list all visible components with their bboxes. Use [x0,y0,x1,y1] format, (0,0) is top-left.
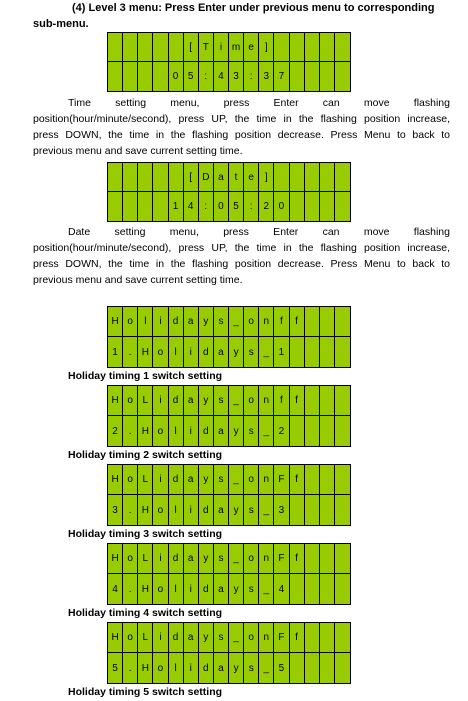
lcd-cell: H [108,307,123,337]
lcd-cell: a [214,163,229,192]
lcd-cell: 1 [274,337,289,367]
lcd-cell: s [244,574,259,604]
lcd-cell: 4 [184,192,199,221]
lcd-cell: o [153,495,168,525]
lcd-cell [290,192,305,221]
lcd-cell [169,33,184,62]
lcd-cell: i [153,465,168,495]
lcd-cell [320,574,335,604]
lcd-cell: m [229,33,244,62]
lcd-cell: . [123,495,138,525]
holiday-3-caption: Holiday timing 3 switch setting [68,528,223,540]
lcd-cell [153,62,168,91]
lcd-cell [320,192,335,221]
lcd-cell: 2 [108,416,123,446]
lcd-cell: e [244,33,259,62]
lcd-cell: _ [259,337,274,367]
lcd-cell: : [199,62,214,91]
lcd-cell: a [184,307,199,337]
lcd-cell: y [199,544,214,574]
lcd-cell: . [123,653,138,683]
lcd-cell [305,574,320,604]
lcd-cell [305,495,320,525]
lcd-cell: 3 [229,62,244,91]
lcd-cell: s [214,307,229,337]
lcd-cell: L [138,623,153,653]
lcd-cell [290,33,305,62]
lcd-cell [320,386,335,416]
lcd-cell: H [138,337,153,367]
lcd-cell: 4 [274,574,289,604]
holiday-4-caption: Holiday timing 4 switch setting [68,607,223,619]
time-text-line4: previous menu and save current setting time. [33,145,243,157]
lcd-cell [335,465,350,495]
lcd-row-2 [108,416,350,446]
lcd-cell: L [138,544,153,574]
lcd-cell [320,623,335,653]
lcd-cell: ] [259,33,274,62]
lcd-cell: _ [229,386,244,416]
lcd-cell: l [169,574,184,604]
lcd-cell [108,192,123,221]
time-text-line1-part: Time setting menu, press Enter can move flashing [68,97,450,109]
lcd-cell: i [184,416,199,446]
lcd-cell: H [108,623,123,653]
holiday-5-caption: Holiday timing 5 switch setting [68,686,223,698]
lcd-cell [335,416,350,446]
time-text-line3: press DOWN, the time in the flashing position decrease. Press Menu to back to [33,129,450,141]
lcd-cell [153,192,168,221]
lcd-cell: T [199,33,214,62]
lcd-cell: H [108,544,123,574]
lcd-cell [290,495,305,525]
lcd-cell: d [199,416,214,446]
lcd-cell: o [244,386,259,416]
date-lcd-display [107,162,351,222]
lcd-cell: n [259,307,274,337]
lcd-cell: 2 [259,192,274,221]
lcd-cell: o [153,574,168,604]
lcd-cell: s [244,337,259,367]
lcd-cell: a [214,337,229,367]
lcd-cell: s [214,544,229,574]
lcd-cell: _ [229,623,244,653]
lcd-cell: . [123,416,138,446]
lcd-cell: d [169,544,184,574]
lcd-cell [335,337,350,367]
lcd-cell: H [138,495,153,525]
lcd-cell: [ [184,163,199,192]
lcd-cell [335,574,350,604]
lcd-cell: 5 [184,62,199,91]
holiday-5-lcd-display [107,622,351,684]
lcd-cell: n [259,386,274,416]
lcd-cell: s [214,386,229,416]
lcd-cell [305,416,320,446]
lcd-cell: _ [259,495,274,525]
lcd-cell: f [274,307,289,337]
lcd-cell [290,62,305,91]
section-heading-line2: sub-menu. [33,18,89,30]
lcd-cell: a [184,386,199,416]
time-setting-description [33,95,450,159]
lcd-row-2 [108,574,350,604]
lcd-row-1 [108,33,350,62]
lcd-cell: f [290,386,305,416]
lcd-cell: y [229,416,244,446]
lcd-cell: o [244,623,259,653]
lcd-cell: i [184,653,199,683]
lcd-cell [290,416,305,446]
lcd-row-2 [108,192,350,221]
lcd-cell [274,163,289,192]
lcd-cell [108,62,123,91]
lcd-cell: F [274,623,289,653]
date-text-line4: previous menu and save current setting time. [33,274,243,286]
lcd-cell: i [153,623,168,653]
lcd-cell [335,33,350,62]
lcd-cell: f [290,623,305,653]
holiday-1-caption: Holiday timing 1 switch setting [68,370,223,382]
lcd-cell [123,33,138,62]
lcd-cell: 7 [274,62,289,91]
holiday-3-lcd-display [107,464,351,526]
lcd-cell [335,653,350,683]
lcd-cell: f [290,544,305,574]
lcd-cell: y [199,307,214,337]
lcd-cell: i [153,307,168,337]
lcd-cell: a [214,653,229,683]
lcd-cell: n [259,544,274,574]
lcd-cell: y [199,623,214,653]
lcd-row-2 [108,337,350,367]
lcd-cell: H [138,653,153,683]
lcd-cell [305,623,320,653]
lcd-cell: o [123,307,138,337]
lcd-row-1 [108,623,350,653]
lcd-cell: o [123,465,138,495]
lcd-cell: L [138,386,153,416]
lcd-cell [153,33,168,62]
lcd-cell: o [244,544,259,574]
lcd-row-2 [108,62,350,91]
lcd-cell: a [184,623,199,653]
lcd-cell [335,386,350,416]
lcd-cell [153,163,168,192]
lcd-cell: [ [184,33,199,62]
lcd-row-1 [108,544,350,574]
lcd-cell: F [274,465,289,495]
lcd-cell: l [138,307,153,337]
lcd-cell: i [184,574,199,604]
lcd-cell [320,544,335,574]
lcd-cell [320,163,335,192]
lcd-cell [108,33,123,62]
lcd-cell: l [169,495,184,525]
lcd-cell: 3 [108,495,123,525]
lcd-cell: H [108,465,123,495]
lcd-cell: s [244,495,259,525]
lcd-cell [305,192,320,221]
lcd-cell: H [138,416,153,446]
lcd-cell: : [244,62,259,91]
lcd-cell [290,574,305,604]
lcd-row-1 [108,163,350,192]
lcd-cell [320,33,335,62]
lcd-cell: : [244,192,259,221]
lcd-cell: s [244,653,259,683]
lcd-cell: d [199,653,214,683]
lcd-cell: 4 [214,62,229,91]
lcd-cell [305,163,320,192]
lcd-cell [335,163,350,192]
lcd-cell [305,33,320,62]
lcd-cell [108,163,123,192]
lcd-cell [320,495,335,525]
lcd-cell: 4 [108,574,123,604]
lcd-cell [138,163,153,192]
lcd-cell [305,337,320,367]
lcd-cell: o [123,386,138,416]
lcd-cell: L [138,465,153,495]
lcd-cell: a [214,574,229,604]
lcd-cell: f [290,307,305,337]
lcd-cell: y [199,386,214,416]
lcd-cell: 3 [274,495,289,525]
lcd-cell: 5 [274,653,289,683]
holiday-2-caption: Holiday timing 2 switch setting [68,449,223,461]
lcd-cell [123,192,138,221]
lcd-cell: _ [229,544,244,574]
lcd-cell [320,416,335,446]
lcd-cell [320,465,335,495]
lcd-cell [169,163,184,192]
holiday-2-lcd-display [107,385,351,447]
lcd-cell: _ [259,574,274,604]
lcd-cell: a [214,495,229,525]
lcd-cell: _ [229,307,244,337]
lcd-cell [335,623,350,653]
date-text-line1 [33,224,450,240]
lcd-cell: o [153,416,168,446]
lcd-cell: o [244,465,259,495]
time-text-line2: position(hour/minute/second), press UP, the time in the flashing position increase, [33,113,450,125]
lcd-cell: D [199,163,214,192]
lcd-cell [320,337,335,367]
lcd-row-2 [108,653,350,683]
lcd-cell: t [229,163,244,192]
lcd-cell: o [153,337,168,367]
lcd-cell [290,653,305,683]
lcd-cell: s [214,623,229,653]
lcd-cell: : [199,192,214,221]
lcd-cell: a [184,465,199,495]
lcd-cell: d [199,337,214,367]
lcd-cell: s [244,416,259,446]
lcd-cell: 3 [259,62,274,91]
lcd-cell: d [169,623,184,653]
lcd-cell: 5 [108,653,123,683]
lcd-row-1 [108,465,350,495]
lcd-cell: d [199,495,214,525]
lcd-cell: i [214,33,229,62]
lcd-cell: o [123,623,138,653]
date-setting-description [33,224,450,288]
date-text-line2: position(hour/minute/second), press UP, the time in the flashing position increase, [33,242,450,254]
date-text-line1-part: Date setting menu, press Enter can move flashing [68,226,450,238]
lcd-cell: n [259,465,274,495]
lcd-cell: 0 [169,62,184,91]
lcd-cell [335,62,350,91]
lcd-cell: i [184,337,199,367]
lcd-cell: d [169,386,184,416]
lcd-cell: H [138,574,153,604]
lcd-cell [305,544,320,574]
lcd-cell: s [214,465,229,495]
lcd-cell: o [153,653,168,683]
holiday-1-lcd-display [107,306,351,368]
lcd-cell: 5 [229,192,244,221]
lcd-cell: y [199,465,214,495]
lcd-cell: H [108,386,123,416]
date-text-line3: press DOWN, the time in the flashing position decrease. Press Menu to back to [33,258,450,270]
lcd-cell: 2 [274,416,289,446]
lcd-cell [305,386,320,416]
lcd-cell [305,465,320,495]
lcd-cell [335,495,350,525]
lcd-cell [290,337,305,367]
lcd-cell: e [244,163,259,192]
lcd-cell [335,544,350,574]
lcd-cell [138,192,153,221]
lcd-cell: n [259,623,274,653]
lcd-cell [320,307,335,337]
lcd-cell: l [169,653,184,683]
lcd-cell: a [214,416,229,446]
lcd-cell [305,62,320,91]
lcd-cell: i [184,495,199,525]
lcd-row-2 [108,495,350,525]
lcd-row-1 [108,307,350,337]
lcd-cell: ] [259,163,274,192]
lcd-cell [305,307,320,337]
lcd-cell: _ [229,465,244,495]
lcd-cell: . [123,574,138,604]
lcd-cell: i [153,544,168,574]
lcd-cell: i [153,386,168,416]
time-lcd-display [107,32,351,92]
lcd-cell: _ [259,653,274,683]
lcd-cell: 0 [274,192,289,221]
lcd-cell: o [244,307,259,337]
lcd-cell: d [169,465,184,495]
lcd-cell: f [290,465,305,495]
lcd-cell: f [274,386,289,416]
lcd-cell: y [229,653,244,683]
lcd-cell [290,163,305,192]
lcd-cell: l [169,416,184,446]
lcd-cell [138,62,153,91]
lcd-cell [320,653,335,683]
lcd-cell [335,307,350,337]
lcd-row-1 [108,386,350,416]
lcd-cell: a [184,544,199,574]
section-heading-line1: (4) Level 3 menu: Press Enter under previous menu to corresponding [72,2,435,14]
lcd-cell: y [229,574,244,604]
lcd-cell: F [274,544,289,574]
lcd-cell [274,33,289,62]
lcd-cell [138,33,153,62]
lcd-cell [305,653,320,683]
lcd-cell: o [123,544,138,574]
lcd-cell: y [229,495,244,525]
lcd-cell: _ [259,416,274,446]
lcd-cell: . [123,337,138,367]
lcd-cell [335,192,350,221]
lcd-cell [320,62,335,91]
lcd-cell: 1 [108,337,123,367]
lcd-cell [123,62,138,91]
lcd-cell: d [199,574,214,604]
lcd-cell: 1 [169,192,184,221]
lcd-cell: l [169,337,184,367]
lcd-cell: y [229,337,244,367]
lcd-cell: 0 [214,192,229,221]
time-text-line1 [33,95,450,111]
holiday-4-lcd-display [107,543,351,605]
lcd-cell: d [169,307,184,337]
lcd-cell [123,163,138,192]
